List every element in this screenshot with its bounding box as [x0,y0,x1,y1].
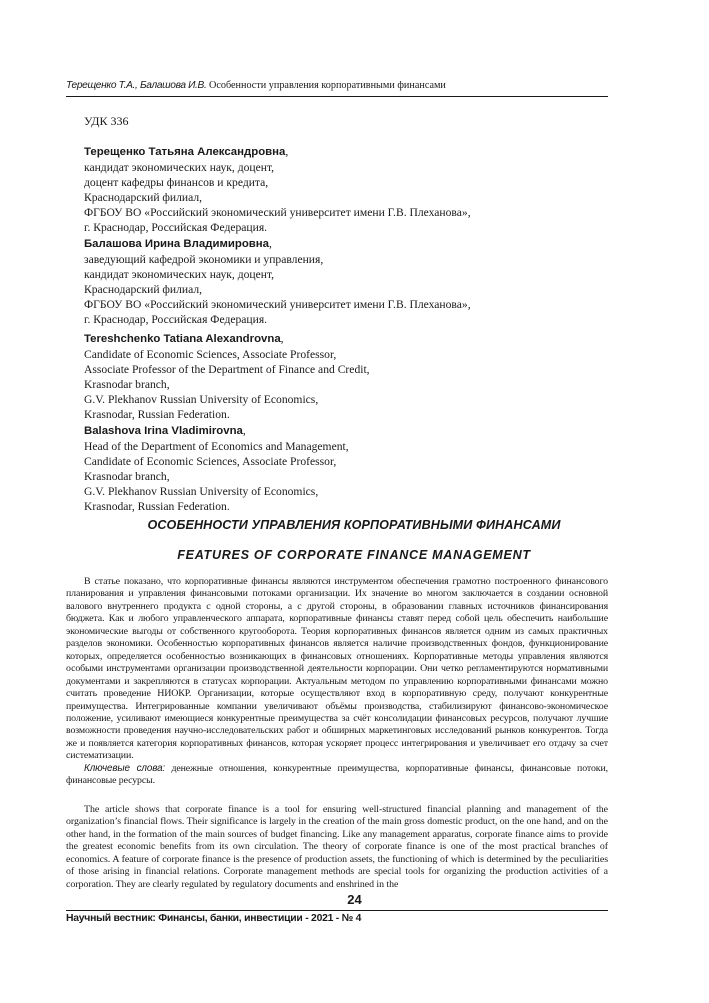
affiliation-line: G.V. Plekhanov Russian University of Economics, [84,484,319,498]
affiliation-line: Краснодарский филиал, [84,282,203,296]
author-name: Balashova Irina Vladimirovna [84,424,243,437]
article-title-en: FEATURES OF CORPORATE FINANCE MANAGEMENT [177,548,531,562]
abstract-ru [66,576,608,788]
author-name: Балашова Ирина Владимировна [84,237,270,250]
author-name: Tereshchenko Tatiana Alexandrovna [84,333,281,345]
author-affiliations-ru [84,144,471,327]
page-number: 24 [347,892,362,907]
running-head-authors: Терещенко Т.А., Балашова И.В. [66,80,207,91]
running-head [66,79,608,93]
affiliation-line: Associate Professor of the Department of Finance and Credit, [84,363,370,377]
affiliation-line: Head of the Department of Economics and Management, [84,439,349,453]
affiliation-line: г. Краснодар, Российская Федерация. [84,313,268,327]
author-affiliations-en [84,331,370,514]
journal-footer: Научный вестник: Финансы, банки, инвестиции - 2021 - № 4 [66,913,362,924]
footer-rule [66,910,608,911]
keywords-text: денежные отношения, конкурентные преимущества, корпоративные финансы, финансовые потоки, финансовые ресурсы. [66,762,608,787]
affiliation-line: ФГБОУ ВО «Российский экономический университет имени Г.В. Плеханова», [84,206,471,220]
affiliation-line: Krasnodar, Russian Federation. [84,500,230,514]
author-entry: Tereshchenko Tatiana Alexandrovna, [84,332,284,345]
affiliation-line: Krasnodar branch, [84,469,170,483]
affiliation-line: G.V. Plekhanov Russian University of Economics, [84,393,319,407]
author-name: Терещенко Татьяна Александровна [84,146,286,158]
abstract-en-text: The article shows that corporate finance is a tool for ensuring well-structured financial planning and management of the organization’s financial flows. Their significance is largely in the creation of the main gross domestic product, on the one hand, and on the other hand, in the formation of the main sources of budget financing. Like any management apparatus, corporate finance aims to provide the greatest economic benefits from its own circulation. The theory of corporate finance is one of the most practical branches of economics. A feature of corporate finance is the presence of production assets, the functioning of which is determined by the peculiarities of those arising in financial relations. Corporate management methods are special tools for organizing the production activities of a corporation. They are clearly regulated by regulatory documents and enshrined in the [66,804,608,890]
affiliation-line: Krasnodar, Russian Federation. [84,408,230,422]
affiliation-line: Candidate of Economic Sciences, Associate Professor, [84,454,337,468]
affiliation-line: кандидат экономических наук, доцент, [84,161,275,175]
affiliation-line: доцент кафедры финансов и кредита, [84,176,269,190]
keywords-ru [66,763,608,788]
affiliation-line: кандидат экономических наук, доцент, [84,267,275,281]
abstract-en [66,804,608,891]
affiliation-line: г. Краснодар, Российская Федерация. [84,221,268,235]
author-entry: Терещенко Татьяна Александровна, [84,145,289,158]
header-rule [66,96,608,97]
affiliation-line: Candidate of Economic Sciences, Associate Professor, [84,348,337,362]
running-head-title: Особенности управления корпоративными финансами [209,80,446,91]
affiliation-line: ФГБОУ ВО «Российский экономический университет имени Г.В. Плеханова», [84,297,471,311]
udk-code: УДК 336 [84,114,129,128]
author-entry: Балашова Ирина Владимировна, [84,236,272,250]
affiliation-line: заведующий кафедрой экономики и управления, [84,252,324,266]
affiliation-line: Krasnodar branch, [84,378,170,392]
author-entry: Balashova Irina Vladimirovna, [84,423,246,437]
keywords-label: Ключевые слова: [84,762,166,774]
affiliation-line: Краснодарский филиал, [84,191,203,205]
article-title-ru: ОСОБЕННОСТИ УПРАВЛЕНИЯ КОРПОРАТИВНЫМИ ФИНАНСАМИ [147,518,561,532]
abstract-ru-text: В статье показано, что корпоративные финансы являются инструментом обеспечения грамотно построенного финансового планирования и управления финансовыми потоками организации. Их значение во многом заключается в создании основной валового внутреннего продукта с одной стороны, а с другой стороны, в образовании главных источников финансирования бюджета. Как и любого управленческого аппарата, корпоративные финансы ставят перед собой цель обеспечить наибольшие экономические выгоды от собственного кругооборота. Теория корпоративных финансов является одним из самых практичных разделов экономики. Особенностью корпоративных финансов является наличие производственных фондов, функционирование которых, определяется особенностью возникающих в финансовых отношениях. Корпоративные методы управления являются особыми инструментами организации производственной деятельности корпорации. Они четко регламентируются нормативными документами и закрепляются в статусах корпорации. Актуальным методом по управлению корпоративными финансами можно считать проведение НИОКР. Организации, которые осуществляют вход в корпоративную среду, получают конкурентные преимущества. Интегрированные компании увеличивают объёмы производства, стабилизируют финансово-экономическое положение, усиливают имеющиеся конкурентные преимущества за счёт консолидации финансовых ресурсов, получают лучшие возможности проведения научно-исследовательских работ и обширных маркетинговых исследований рынков конкурентов. Тогда же и появляется категория корпоративных финансов, которая ускоряет процесс интегрирования и увеличивает его отдачу за счет систематизации. [66,576,608,762]
